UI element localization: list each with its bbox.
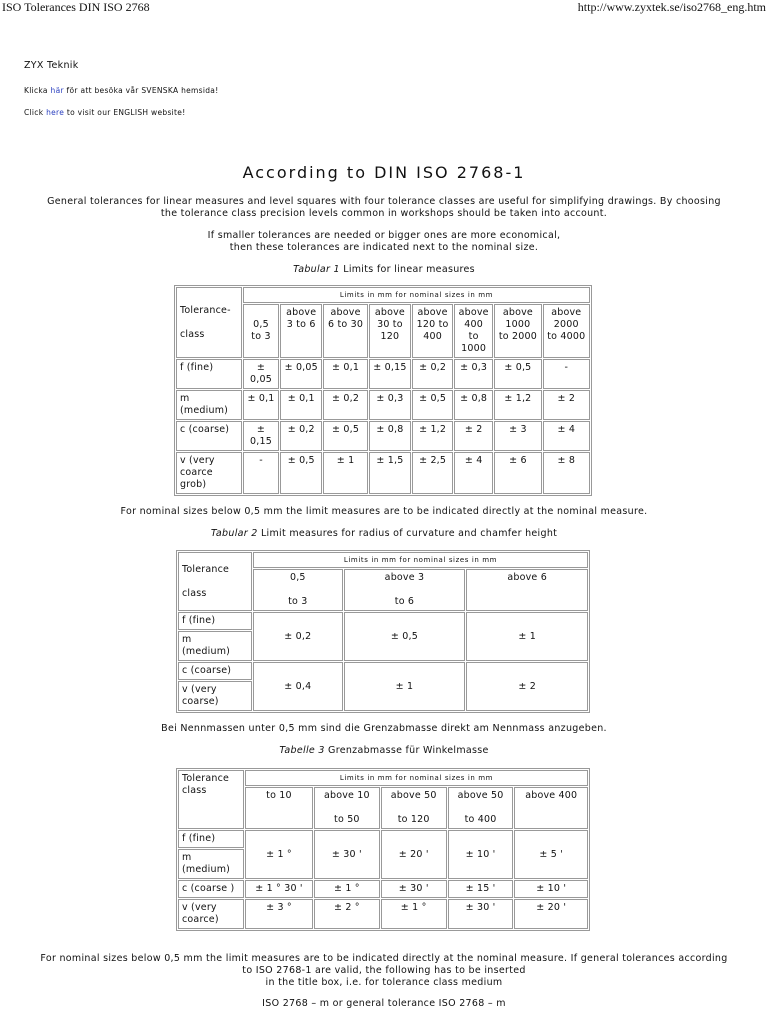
note-1: For nominal sizes below 0,5 mm the limit measures are to be indicated directly at the nominal measure. <box>120 506 648 517</box>
table1-caption-text: Limits for linear measures <box>339 264 475 275</box>
table1-col-header: above 6 to 30 <box>323 304 367 358</box>
table3-cell: ± 3 ° <box>245 899 313 929</box>
table1-col-header: 0,5 to 3 <box>243 304 279 358</box>
linear-limits-table <box>174 285 592 496</box>
table1-col-header: above 400 to 1000 <box>454 304 493 358</box>
table1-cell: ± 0,5 <box>280 452 322 494</box>
table1-cell: ± 0,8 <box>454 390 493 420</box>
table2-caption <box>0 528 768 540</box>
swedish-before: Klicka <box>24 86 51 95</box>
intro-paragraph-2: If smaller tolerances are needed or bigger ones are more economical, then these tolerances are indicated next to the nominal size. <box>207 230 561 253</box>
table1-cell: ± 0,15 <box>369 359 411 389</box>
table1-cell: ± 0,1 <box>323 359 367 389</box>
table1-cell: ± 0,3 <box>454 359 493 389</box>
table3-cell: ± 1 ° <box>314 880 380 898</box>
table2-cell: ± 1 <box>466 612 588 661</box>
table2-caption-text: Limit measures for radius of curvature and chamfer height <box>257 528 558 539</box>
table1-cell: ± 1 <box>323 452 367 494</box>
table1-col-header: above 2000 to 4000 <box>543 304 590 358</box>
table1-col-header: above 1000 to 2000 <box>494 304 541 358</box>
table2-caption-label: Tabular 2 <box>210 528 258 539</box>
table1-cell: ± 3 <box>494 421 541 451</box>
table1-caption <box>0 264 768 276</box>
table1-row-label: f (fine) <box>176 359 242 389</box>
table3-cell: ± 10 ' <box>514 880 588 898</box>
angular-limits-table <box>176 768 590 931</box>
table3-row-label: m (medium) <box>178 849 244 879</box>
table1-cell: ± 0,5 <box>323 421 367 451</box>
english-before: Click <box>24 108 47 117</box>
table1-cell: ± 0,5 <box>494 359 541 389</box>
table3-cell: ± 1 ° 30 ' <box>245 880 313 898</box>
table1-cell: ± 0,3 <box>369 390 411 420</box>
table1-cell: ± 2 <box>543 390 590 420</box>
table3-cell: ± 15 ' <box>448 880 514 898</box>
table2-class-header: Tolerance class <box>178 552 252 611</box>
table3-row-label: f (fine) <box>178 830 244 848</box>
table1-cell: ± 2,5 <box>412 452 453 494</box>
table3-col-header: above 400 <box>514 787 588 829</box>
table1-cell: ± 4 <box>543 421 590 451</box>
table3-row-label: v (very coarce) <box>178 899 244 929</box>
table1-cell: ± 0,8 <box>369 421 411 451</box>
table1-cell: ± 2 <box>454 421 493 451</box>
table1-col-header: above 30 to 120 <box>369 304 411 358</box>
table1-cell: ± 0,05 <box>280 359 322 389</box>
table1-cell: ± 0,15 <box>243 421 279 451</box>
table2-col-header: above 6 <box>466 569 588 611</box>
table1-row-label: m (medium) <box>176 390 242 420</box>
table3-caption <box>0 745 768 757</box>
table1-row-label: c (coarse) <box>176 421 242 451</box>
table2-row-label: v (very coarse) <box>178 681 252 711</box>
page-title: According to DIN ISO 2768-1 <box>242 163 526 182</box>
english-link-line <box>24 108 768 117</box>
table3-caption-label: Tabelle 3 <box>279 745 325 756</box>
table-row <box>178 662 588 680</box>
table3-cell: ± 10 ' <box>448 830 514 879</box>
english-after: to visit our ENGLISH website! <box>64 108 186 117</box>
table1-cell: ± 0,2 <box>412 359 453 389</box>
intro-paragraph: General tolerances for linear measures and level squares with four tolerance classes are useful for simplifying drawings. By choosing the tolerance class precision levels common in workshops should be taken into account. <box>47 196 721 219</box>
table3-col-header: above 10 to 50 <box>314 787 380 829</box>
table1-cell: ± 0,5 <box>412 390 453 420</box>
table2-row-label: m (medium) <box>178 631 252 661</box>
table3-col-header: above 50 to 120 <box>381 787 447 829</box>
table3-cell: ± 1 ° <box>245 830 313 879</box>
table-row <box>178 880 588 898</box>
table3-caption-text: Grenzabmasse für Winkelmasse <box>324 745 489 756</box>
table-row <box>176 452 590 494</box>
table3-cell: ± 20 ' <box>381 830 447 879</box>
table3-cell: ± 30 ' <box>448 899 514 929</box>
company-name: ZYX Teknik <box>24 60 79 71</box>
table-row <box>178 612 588 630</box>
table3-cell: ± 20 ' <box>514 899 588 929</box>
swedish-site-link[interactable]: här <box>50 86 64 95</box>
table-row <box>178 899 588 929</box>
table2-cell: ± 0,4 <box>253 662 343 711</box>
print-header <box>0 0 768 16</box>
table2-cell: ± 0,2 <box>253 612 343 661</box>
table1-cell: ± 0,1 <box>280 390 322 420</box>
print-header-url: http://www.zyxtek.se/iso2768_eng.htm <box>577 0 766 14</box>
table1-cell: ± 0,1 <box>243 390 279 420</box>
table1-cell: ± 1,5 <box>369 452 411 494</box>
english-site-link[interactable]: here <box>46 108 65 117</box>
table2-cell: ± 2 <box>466 662 588 711</box>
iso-designation-line: ISO 2768 – m or general tolerance ISO 2768 – m <box>262 998 506 1009</box>
table2-span-header: Limits in mm for nominal sizes in mm <box>253 552 588 568</box>
table1-col-header: above 3 to 6 <box>280 304 322 358</box>
table2-row-label: c (coarse) <box>178 662 252 680</box>
table1-row-label: v (very coarce grob) <box>176 452 242 494</box>
table3-row-label: c (coarse ) <box>178 880 244 898</box>
table3-col-header: to 10 <box>245 787 313 829</box>
radius-chamfer-table <box>176 550 590 713</box>
table3-cell: ± 5 ' <box>514 830 588 879</box>
swedish-link-line <box>24 86 768 95</box>
table3-col-header: above 50 to 400 <box>448 787 514 829</box>
table1-col-header: above 120 to 400 <box>412 304 453 358</box>
note-3: For nominal sizes below 0,5 mm the limit measures are to be indicated directly at the nominal measure. If general tolerances according to ISO 2768-1 are valid, the following has to be inserted in the title box, i.e. for tolerance class medium <box>40 953 728 988</box>
table1-class-header: Tolerance- class <box>176 287 242 358</box>
table3-class-header: Tolerance class <box>178 770 244 829</box>
table2-col-header: above 3 to 6 <box>344 569 466 611</box>
table1-cell: ± 4 <box>454 452 493 494</box>
table1-cell: ± 6 <box>494 452 541 494</box>
table3-cell: ± 30 ' <box>314 830 380 879</box>
table3-span-header: Limits in mm for nominal sizes in mm <box>245 770 588 786</box>
table3-cell: ± 30 ' <box>381 880 447 898</box>
table2-col-header: 0,5 to 3 <box>253 569 343 611</box>
table1-cell: - <box>543 359 590 389</box>
table1-cell: ± 1,2 <box>412 421 453 451</box>
table1-cell: ± 1,2 <box>494 390 541 420</box>
table-row <box>176 359 590 389</box>
table-row <box>178 830 588 848</box>
table1-caption-label: Tabular 1 <box>293 264 340 275</box>
table2-cell: ± 0,5 <box>344 612 466 661</box>
note-2: Bei Nennmassen unter 0,5 mm sind die Grenzabmasse direkt am Nennmass anzugeben. <box>161 723 607 734</box>
table2-cell: ± 1 <box>344 662 466 711</box>
table1-cell: ± 0,05 <box>243 359 279 389</box>
swedish-after: för att besöka vår SVENSKA hemsida! <box>63 86 219 95</box>
print-header-title: ISO Tolerances DIN ISO 2768 <box>2 0 150 14</box>
table1-cell: - <box>243 452 279 494</box>
table1-cell: ± 8 <box>543 452 590 494</box>
table1-span-header: Limits in mm for nominal sizes in mm <box>243 287 590 303</box>
table2-row-label: f (fine) <box>178 612 252 630</box>
table-row <box>176 421 590 451</box>
table3-cell: ± 1 ° <box>381 899 447 929</box>
table1-cell: ± 0,2 <box>323 390 367 420</box>
table1-cell: ± 0,2 <box>280 421 322 451</box>
table-row <box>176 390 590 420</box>
table3-cell: ± 2 ° <box>314 899 380 929</box>
